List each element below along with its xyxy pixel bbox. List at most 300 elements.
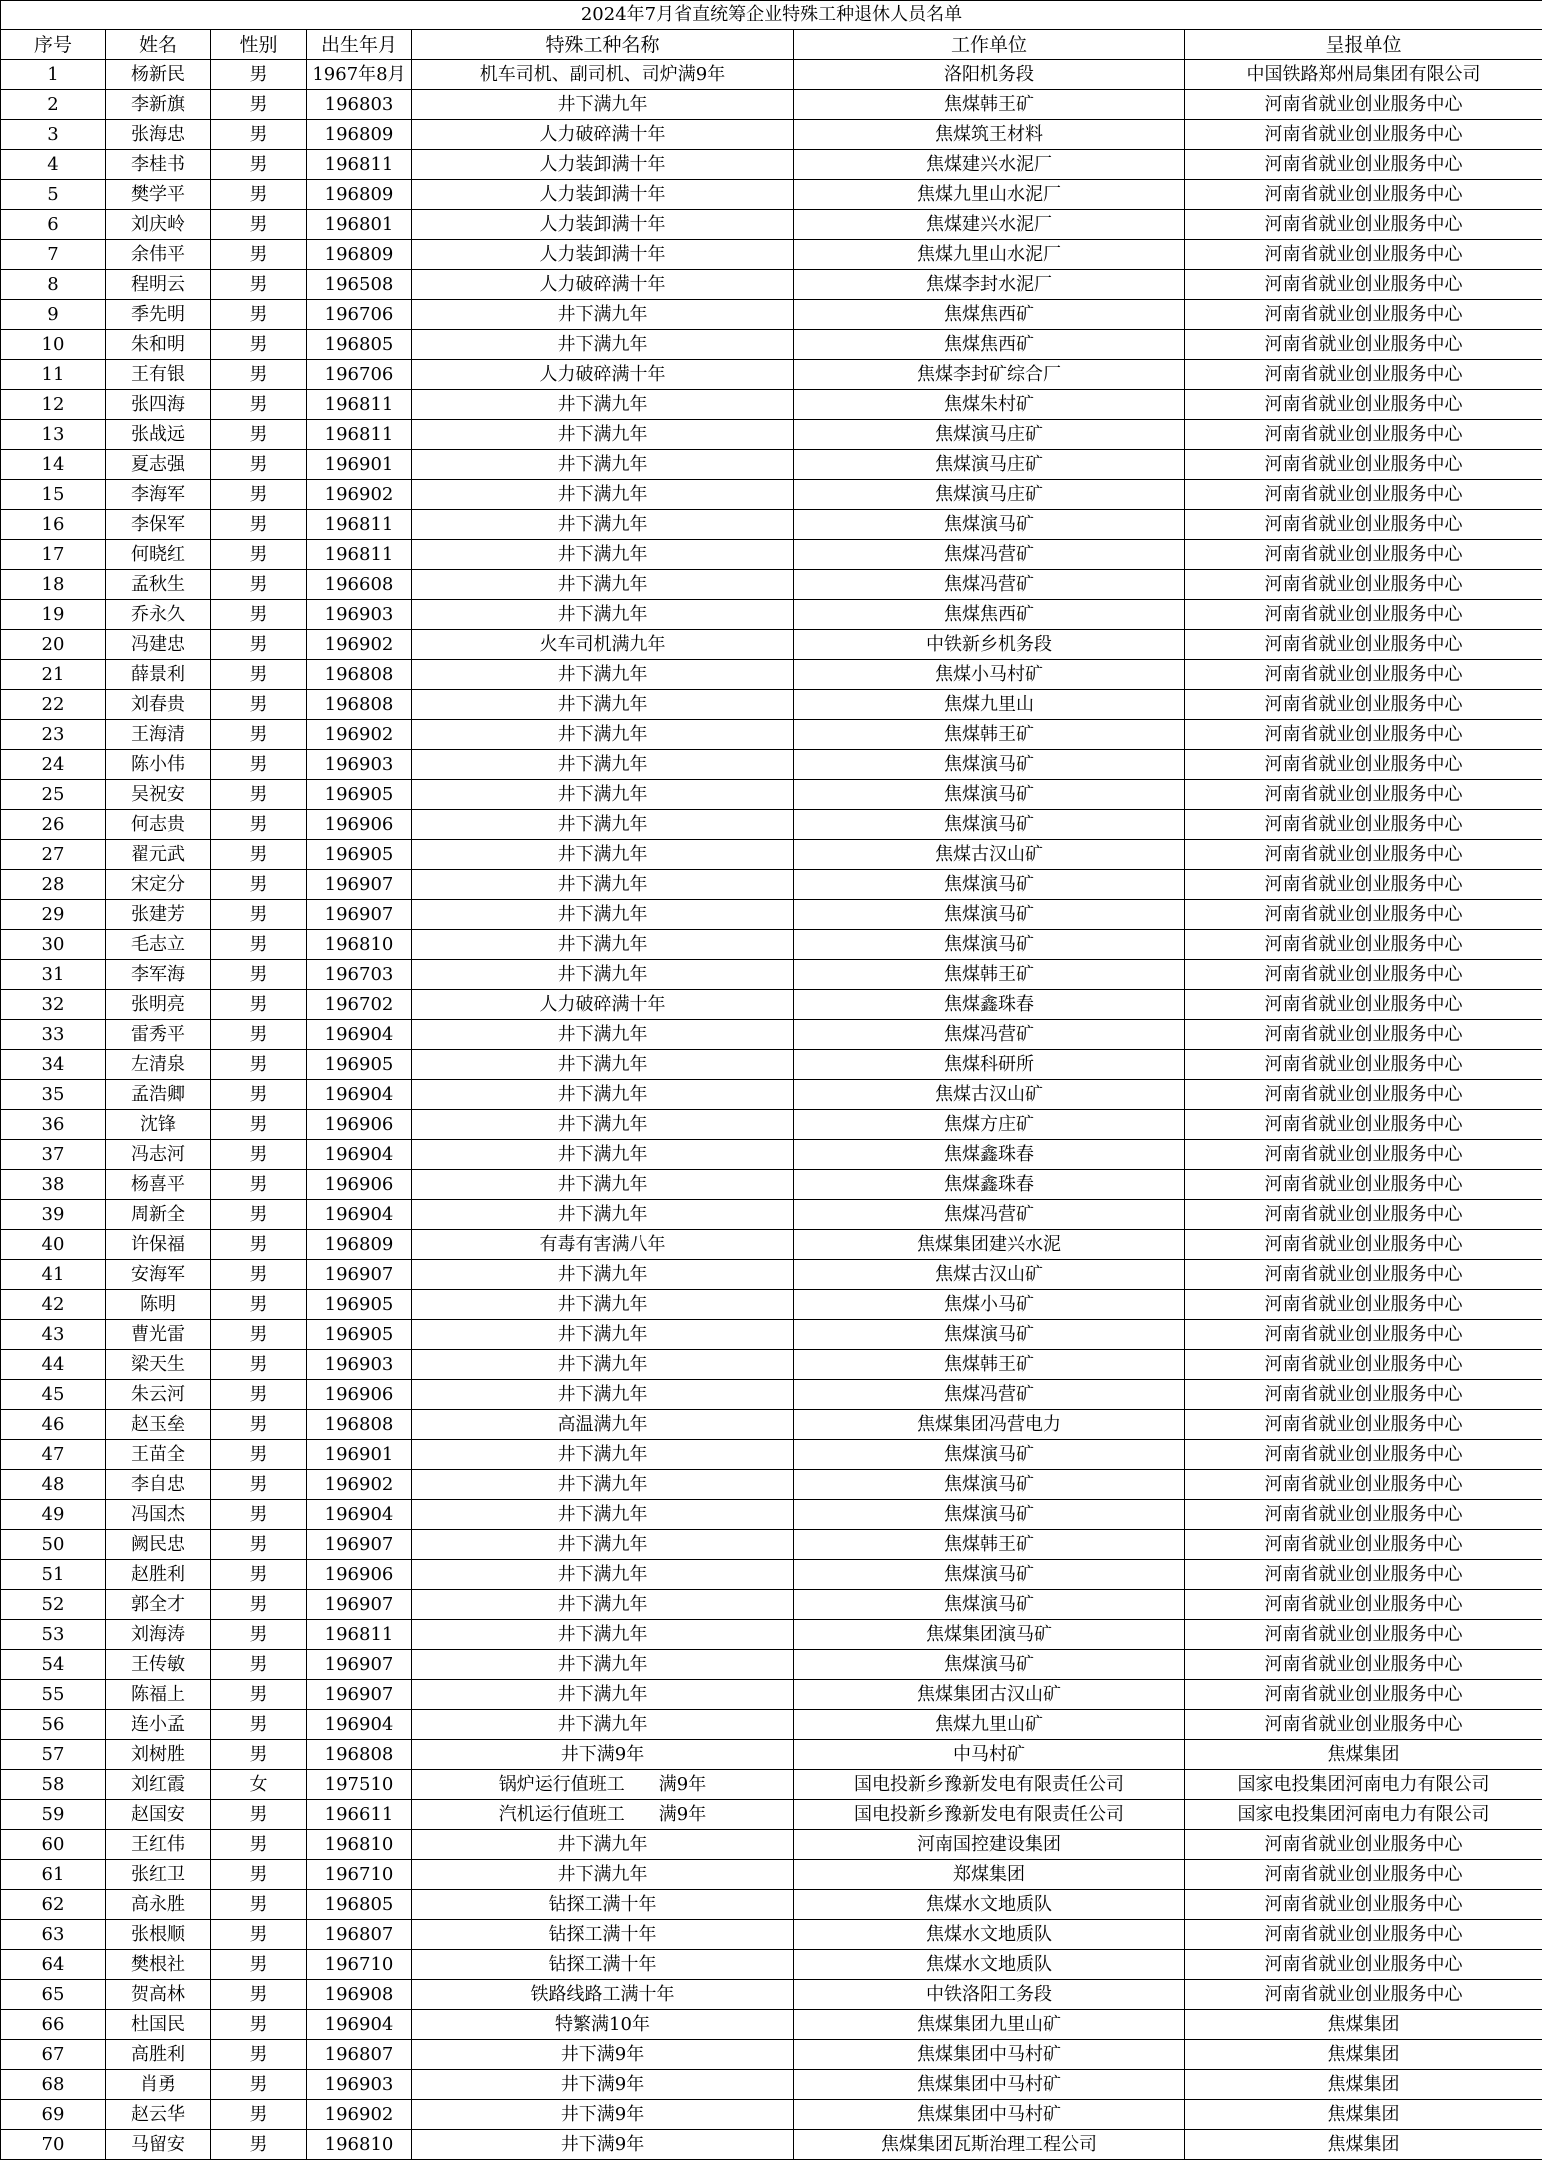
- table-row: [1, 2130, 1542, 2160]
- cell-work-unit: 焦煤焦西矿: [794, 300, 1185, 330]
- cell-birth: 196809: [307, 240, 412, 270]
- cell-name: 朱云河: [106, 1380, 211, 1410]
- cell-gender: 男: [211, 1620, 307, 1650]
- cell-name: 乔永久: [106, 600, 211, 630]
- cell-report-unit: 河南省就业创业服务中心: [1185, 660, 1542, 690]
- table-row: [1, 2070, 1542, 2100]
- cell-seq: 57: [1, 1740, 106, 1770]
- cell-report-unit: 河南省就业创业服务中心: [1185, 1590, 1542, 1620]
- table-row: [1, 1590, 1542, 1620]
- cell-birth: 196805: [307, 1890, 412, 1920]
- cell-gender: 男: [211, 930, 307, 960]
- cell-job-type: 井下满9年: [412, 2070, 794, 2100]
- cell-report-unit: 河南省就业创业服务中心: [1185, 1860, 1542, 1890]
- cell-job-type: 井下满九年: [412, 750, 794, 780]
- cell-name: 杨新民: [106, 60, 211, 90]
- header-job-type: 特殊工种名称: [412, 30, 794, 60]
- cell-birth: 196801: [307, 210, 412, 240]
- cell-work-unit: 焦煤鑫珠春: [794, 1170, 1185, 1200]
- cell-work-unit: 焦煤演马矿: [794, 1440, 1185, 1470]
- cell-job-type: 钻探工满十年: [412, 1950, 794, 1980]
- table-row: [1, 1770, 1542, 1800]
- cell-work-unit: 焦煤演马矿: [794, 1650, 1185, 1680]
- cell-work-unit: 焦煤集团中马村矿: [794, 2040, 1185, 2070]
- cell-name: 季先明: [106, 300, 211, 330]
- cell-gender: 男: [211, 1380, 307, 1410]
- cell-report-unit: 河南省就业创业服务中心: [1185, 1830, 1542, 1860]
- cell-gender: 男: [211, 1350, 307, 1380]
- cell-seq: 1: [1, 60, 106, 90]
- cell-job-type: 井下满九年: [412, 1530, 794, 1560]
- cell-job-type: 井下满九年: [412, 90, 794, 120]
- cell-work-unit: 焦煤冯营矿: [794, 540, 1185, 570]
- cell-report-unit: 河南省就业创业服务中心: [1185, 570, 1542, 600]
- cell-birth: 196907: [307, 1260, 412, 1290]
- cell-gender: 男: [211, 570, 307, 600]
- cell-name: 李保军: [106, 510, 211, 540]
- table-row: [1, 2040, 1542, 2070]
- cell-report-unit: 河南省就业创业服务中心: [1185, 1320, 1542, 1350]
- cell-birth: 196904: [307, 1500, 412, 1530]
- cell-birth: 196907: [307, 900, 412, 930]
- cell-seq: 5: [1, 180, 106, 210]
- cell-birth: 196904: [307, 1020, 412, 1050]
- cell-name: 张根顺: [106, 1920, 211, 1950]
- cell-seq: 51: [1, 1560, 106, 1590]
- cell-report-unit: 河南省就业创业服务中心: [1185, 1620, 1542, 1650]
- cell-work-unit: 焦煤集团古汉山矿: [794, 1680, 1185, 1710]
- cell-name: 连小孟: [106, 1710, 211, 1740]
- cell-job-type: 井下满九年: [412, 390, 794, 420]
- job-type-main: 锅炉运行值班工: [498, 1773, 625, 1795]
- cell-seq: 27: [1, 840, 106, 870]
- cell-seq: 60: [1, 1830, 106, 1860]
- table-row: [1, 1680, 1542, 1710]
- cell-gender: 男: [211, 90, 307, 120]
- cell-seq: 59: [1, 1800, 106, 1830]
- cell-gender: 男: [211, 540, 307, 570]
- table-row: [1, 510, 1542, 540]
- cell-seq: 68: [1, 2070, 106, 2100]
- cell-name: 雷秀平: [106, 1020, 211, 1050]
- cell-name: 李桂书: [106, 150, 211, 180]
- table-row: [1, 1260, 1542, 1290]
- cell-work-unit: 焦煤韩王矿: [794, 90, 1185, 120]
- table-row: [1, 1830, 1542, 1860]
- cell-work-unit: 焦煤演马庄矿: [794, 450, 1185, 480]
- cell-work-unit: 焦煤集团冯营电力: [794, 1410, 1185, 1440]
- cell-report-unit: 河南省就业创业服务中心: [1185, 210, 1542, 240]
- cell-birth: 196902: [307, 720, 412, 750]
- cell-gender: 男: [211, 1530, 307, 1560]
- cell-name: 刘春贵: [106, 690, 211, 720]
- cell-seq: 39: [1, 1200, 106, 1230]
- cell-name: 樊根社: [106, 1950, 211, 1980]
- cell-report-unit: 河南省就业创业服务中心: [1185, 420, 1542, 450]
- cell-job-type: 井下满九年: [412, 1470, 794, 1500]
- cell-seq: 66: [1, 2010, 106, 2040]
- cell-work-unit: 焦煤九里山: [794, 690, 1185, 720]
- table-row: [1, 270, 1542, 300]
- cell-gender: 男: [211, 1050, 307, 1080]
- cell-job-type: 井下满九年: [412, 1440, 794, 1470]
- cell-job-type: 人力装卸满十年: [412, 240, 794, 270]
- cell-work-unit: 焦煤九里山矿: [794, 1710, 1185, 1740]
- cell-job-type: 井下满九年: [412, 1110, 794, 1140]
- table-row: [1, 1440, 1542, 1470]
- cell-report-unit: 河南省就业创业服务中心: [1185, 1290, 1542, 1320]
- cell-job-type: 人力破碎满十年: [412, 360, 794, 390]
- cell-gender: 男: [211, 360, 307, 390]
- cell-report-unit: 河南省就业创业服务中心: [1185, 750, 1542, 780]
- table-row: [1, 1380, 1542, 1410]
- cell-seq: 24: [1, 750, 106, 780]
- cell-seq: 14: [1, 450, 106, 480]
- table-row: [1, 390, 1542, 420]
- cell-report-unit: 河南省就业创业服务中心: [1185, 840, 1542, 870]
- cell-work-unit: 焦煤演马矿: [794, 900, 1185, 930]
- cell-report-unit: 国家电投集团河南电力有限公司: [1185, 1800, 1542, 1830]
- table-row: [1, 1320, 1542, 1350]
- cell-name: 赵国安: [106, 1800, 211, 1830]
- cell-job-type: 井下满九年: [412, 1680, 794, 1710]
- cell-report-unit: 河南省就业创业服务中心: [1185, 1890, 1542, 1920]
- cell-name: 刘庆岭: [106, 210, 211, 240]
- cell-birth: 196902: [307, 1470, 412, 1500]
- cell-work-unit: 焦煤演马矿: [794, 1590, 1185, 1620]
- cell-job-type: 井下满九年: [412, 1650, 794, 1680]
- cell-job-type: 井下满九年: [412, 1020, 794, 1050]
- cell-name: 陈明: [106, 1290, 211, 1320]
- cell-job-type: 井下满九年: [412, 510, 794, 540]
- table-row: [1, 1500, 1542, 1530]
- cell-name: 高胜利: [106, 2040, 211, 2070]
- cell-seq: 36: [1, 1110, 106, 1140]
- cell-report-unit: 河南省就业创业服务中心: [1185, 1950, 1542, 1980]
- cell-seq: 28: [1, 870, 106, 900]
- cell-gender: 男: [211, 1140, 307, 1170]
- cell-gender: 男: [211, 1110, 307, 1140]
- cell-seq: 50: [1, 1530, 106, 1560]
- cell-gender: 男: [211, 1860, 307, 1890]
- table-row: [1, 1470, 1542, 1500]
- cell-report-unit: 河南省就业创业服务中心: [1185, 1470, 1542, 1500]
- cell-report-unit: 河南省就业创业服务中心: [1185, 900, 1542, 930]
- cell-birth: 196901: [307, 1440, 412, 1470]
- table-row: [1, 1740, 1542, 1770]
- cell-birth: 196809: [307, 180, 412, 210]
- table-body: [1, 1, 1542, 2160]
- cell-seq: 34: [1, 1050, 106, 1080]
- cell-birth: 196906: [307, 1560, 412, 1590]
- cell-work-unit: 国电投新乡豫新发电有限责任公司: [794, 1800, 1185, 1830]
- cell-gender: 男: [211, 690, 307, 720]
- table-row: [1, 210, 1542, 240]
- cell-report-unit: 河南省就业创业服务中心: [1185, 450, 1542, 480]
- table-row: [1, 960, 1542, 990]
- cell-report-unit: 国家电投集团河南电力有限公司: [1185, 1770, 1542, 1800]
- cell-gender: 男: [211, 270, 307, 300]
- cell-gender: 男: [211, 1830, 307, 1860]
- cell-birth: 196808: [307, 1740, 412, 1770]
- cell-work-unit: 焦煤冯营矿: [794, 1380, 1185, 1410]
- cell-seq: 9: [1, 300, 106, 330]
- table-row: [1, 1920, 1542, 1950]
- cell-work-unit: 焦煤筑王材料: [794, 120, 1185, 150]
- cell-work-unit: 焦煤韩王矿: [794, 960, 1185, 990]
- table-row: [1, 690, 1542, 720]
- cell-work-unit: 焦煤演马矿: [794, 750, 1185, 780]
- cell-report-unit: 河南省就业创业服务中心: [1185, 870, 1542, 900]
- cell-birth: 196807: [307, 1920, 412, 1950]
- cell-birth: 196905: [307, 840, 412, 870]
- cell-job-type: 钻探工满十年: [412, 1920, 794, 1950]
- cell-job-type: 井下满九年: [412, 1500, 794, 1530]
- cell-birth: 196901: [307, 450, 412, 480]
- cell-job-type: 人力装卸满十年: [412, 180, 794, 210]
- cell-birth: 196809: [307, 120, 412, 150]
- table-row: [1, 1860, 1542, 1890]
- cell-seq: 23: [1, 720, 106, 750]
- cell-birth: 196906: [307, 1380, 412, 1410]
- cell-work-unit: 焦煤集团九里山矿: [794, 2010, 1185, 2040]
- cell-seq: 48: [1, 1470, 106, 1500]
- cell-name: 王苗全: [106, 1440, 211, 1470]
- cell-name: 赵胜利: [106, 1560, 211, 1590]
- table-row: [1, 1950, 1542, 1980]
- cell-report-unit: 河南省就业创业服务中心: [1185, 1500, 1542, 1530]
- cell-gender: 男: [211, 2100, 307, 2130]
- cell-work-unit: 焦煤九里山水泥厂: [794, 180, 1185, 210]
- cell-name: 翟元武: [106, 840, 211, 870]
- header-work-unit: 工作单位: [794, 30, 1185, 60]
- cell-work-unit: 焦煤方庄矿: [794, 1110, 1185, 1140]
- cell-birth: 196809: [307, 1230, 412, 1260]
- cell-seq: 37: [1, 1140, 106, 1170]
- cell-job-type: 人力破碎满十年: [412, 270, 794, 300]
- cell-birth: 196608: [307, 570, 412, 600]
- cell-gender: 男: [211, 660, 307, 690]
- table-row: [1, 810, 1542, 840]
- cell-birth: 196902: [307, 480, 412, 510]
- cell-gender: 男: [211, 2130, 307, 2160]
- cell-report-unit: 河南省就业创业服务中心: [1185, 780, 1542, 810]
- table-row: [1, 570, 1542, 600]
- cell-seq: 13: [1, 420, 106, 450]
- cell-seq: 25: [1, 780, 106, 810]
- cell-seq: 12: [1, 390, 106, 420]
- cell-name: 赵玉垒: [106, 1410, 211, 1440]
- cell-birth: 196904: [307, 1200, 412, 1230]
- cell-report-unit: 河南省就业创业服务中心: [1185, 1440, 1542, 1470]
- cell-job-type: 井下满九年: [412, 450, 794, 480]
- cell-name: 何志贵: [106, 810, 211, 840]
- cell-name: 周新全: [106, 1200, 211, 1230]
- cell-job-type: 井下满九年: [412, 480, 794, 510]
- table-row: [1, 1350, 1542, 1380]
- cell-birth: 196905: [307, 780, 412, 810]
- cell-report-unit: 河南省就业创业服务中心: [1185, 630, 1542, 660]
- cell-birth: 196902: [307, 630, 412, 660]
- cell-seq: 44: [1, 1350, 106, 1380]
- cell-seq: 22: [1, 690, 106, 720]
- cell-birth: 197510: [307, 1770, 412, 1800]
- cell-name: 杨喜平: [106, 1170, 211, 1200]
- cell-job-type: 火车司机满九年: [412, 630, 794, 660]
- cell-job-type: 井下满九年: [412, 1200, 794, 1230]
- cell-work-unit: 焦煤古汉山矿: [794, 1080, 1185, 1110]
- cell-report-unit: 河南省就业创业服务中心: [1185, 1680, 1542, 1710]
- cell-work-unit: 焦煤水文地质队: [794, 1950, 1185, 1980]
- cell-job-type: 井下满九年: [412, 1560, 794, 1590]
- cell-name: 吴祝安: [106, 780, 211, 810]
- table-row: [1, 1980, 1542, 2010]
- table-row: [1, 330, 1542, 360]
- cell-name: 程明云: [106, 270, 211, 300]
- cell-report-unit: 河南省就业创业服务中心: [1185, 180, 1542, 210]
- table-row: [1, 750, 1542, 780]
- cell-name: 薛景利: [106, 660, 211, 690]
- cell-birth: 196905: [307, 1050, 412, 1080]
- cell-gender: 男: [211, 1740, 307, 1770]
- cell-work-unit: 焦煤演马矿: [794, 1470, 1185, 1500]
- cell-gender: 女: [211, 1770, 307, 1800]
- cell-gender: 男: [211, 780, 307, 810]
- cell-work-unit: 焦煤演马矿: [794, 870, 1185, 900]
- cell-seq: 30: [1, 930, 106, 960]
- cell-report-unit: 河南省就业创业服务中心: [1185, 360, 1542, 390]
- cell-gender: 男: [211, 2070, 307, 2100]
- cell-birth: 196904: [307, 2010, 412, 2040]
- cell-name: 陈福上: [106, 1680, 211, 1710]
- cell-seq: 17: [1, 540, 106, 570]
- cell-birth: 196903: [307, 750, 412, 780]
- cell-birth: 196902: [307, 2100, 412, 2130]
- cell-gender: 男: [211, 750, 307, 780]
- table-row: [1, 540, 1542, 570]
- cell-job-type: [412, 1800, 794, 1830]
- cell-work-unit: 焦煤冯营矿: [794, 570, 1185, 600]
- cell-seq: 33: [1, 1020, 106, 1050]
- cell-work-unit: 焦煤演马矿: [794, 810, 1185, 840]
- header-seq: 序号: [1, 30, 106, 60]
- cell-birth: 196906: [307, 1170, 412, 1200]
- table-title: 2024年7月省直统筹企业特殊工种退休人员名单: [1, 1, 1542, 30]
- cell-birth: 196808: [307, 660, 412, 690]
- cell-work-unit: 焦煤集团中马村矿: [794, 2070, 1185, 2100]
- cell-gender: 男: [211, 1440, 307, 1470]
- cell-gender: 男: [211, 1320, 307, 1350]
- cell-work-unit: 焦煤演马矿: [794, 510, 1185, 540]
- cell-report-unit: 河南省就业创业服务中心: [1185, 1140, 1542, 1170]
- cell-name: 李新旗: [106, 90, 211, 120]
- cell-gender: 男: [211, 870, 307, 900]
- cell-work-unit: 焦煤李封矿综合厂: [794, 360, 1185, 390]
- cell-name: 刘树胜: [106, 1740, 211, 1770]
- cell-work-unit: 焦煤水文地质队: [794, 1890, 1185, 1920]
- cell-name: 高永胜: [106, 1890, 211, 1920]
- cell-name: 夏志强: [106, 450, 211, 480]
- cell-work-unit: 焦煤演马矿: [794, 1320, 1185, 1350]
- cell-job-type: [412, 1770, 794, 1800]
- cell-gender: 男: [211, 300, 307, 330]
- table-row: [1, 300, 1542, 330]
- cell-birth: 196905: [307, 1290, 412, 1320]
- cell-job-type: 井下满9年: [412, 1740, 794, 1770]
- cell-work-unit: 焦煤演马矿: [794, 1560, 1185, 1590]
- cell-birth: 196811: [307, 420, 412, 450]
- cell-work-unit: 洛阳机务段: [794, 60, 1185, 90]
- cell-report-unit: 河南省就业创业服务中心: [1185, 600, 1542, 630]
- cell-job-type: 井下满九年: [412, 1710, 794, 1740]
- cell-seq: 45: [1, 1380, 106, 1410]
- cell-job-type: 井下满九年: [412, 870, 794, 900]
- cell-gender: 男: [211, 1080, 307, 1110]
- cell-birth: 196710: [307, 1860, 412, 1890]
- cell-birth: 196702: [307, 990, 412, 1020]
- table-row: [1, 1050, 1542, 1080]
- cell-work-unit: 焦煤朱村矿: [794, 390, 1185, 420]
- cell-seq: 29: [1, 900, 106, 930]
- header-gender: 性别: [211, 30, 307, 60]
- cell-name: 樊学平: [106, 180, 211, 210]
- cell-seq: 47: [1, 1440, 106, 1470]
- cell-job-type: 井下满九年: [412, 900, 794, 930]
- cell-report-unit: 河南省就业创业服务中心: [1185, 1110, 1542, 1140]
- cell-work-unit: 焦煤焦西矿: [794, 600, 1185, 630]
- cell-report-unit: 河南省就业创业服务中心: [1185, 1230, 1542, 1260]
- table-row: [1, 120, 1542, 150]
- cell-report-unit: 河南省就业创业服务中心: [1185, 120, 1542, 150]
- cell-report-unit: 焦煤集团: [1185, 2040, 1542, 2070]
- cell-name: 沈锋: [106, 1110, 211, 1140]
- cell-job-type: 井下满九年: [412, 720, 794, 750]
- cell-seq: 8: [1, 270, 106, 300]
- cell-birth: 196710: [307, 1950, 412, 1980]
- cell-work-unit: 焦煤集团建兴水泥: [794, 1230, 1185, 1260]
- cell-job-type: 井下满九年: [412, 1050, 794, 1080]
- table-row: [1, 1650, 1542, 1680]
- cell-seq: 21: [1, 660, 106, 690]
- cell-report-unit: 河南省就业创业服务中心: [1185, 300, 1542, 330]
- table-row: [1, 1530, 1542, 1560]
- cell-work-unit: 焦煤演马矿: [794, 930, 1185, 960]
- cell-gender: 男: [211, 1890, 307, 1920]
- cell-birth: 196907: [307, 1680, 412, 1710]
- cell-report-unit: 河南省就业创业服务中心: [1185, 810, 1542, 840]
- cell-birth: 196703: [307, 960, 412, 990]
- cell-work-unit: 焦煤水文地质队: [794, 1920, 1185, 1950]
- cell-gender: 男: [211, 2010, 307, 2040]
- cell-name: 安海军: [106, 1260, 211, 1290]
- cell-gender: 男: [211, 1230, 307, 1260]
- cell-birth: 196810: [307, 2130, 412, 2160]
- cell-work-unit: 焦煤李封水泥厂: [794, 270, 1185, 300]
- cell-name: 张四海: [106, 390, 211, 420]
- cell-work-unit: 焦煤韩王矿: [794, 1530, 1185, 1560]
- cell-work-unit: 焦煤小马村矿: [794, 660, 1185, 690]
- table-row: [1, 1140, 1542, 1170]
- cell-birth: 196908: [307, 1980, 412, 2010]
- cell-seq: 31: [1, 960, 106, 990]
- cell-job-type: 井下满九年: [412, 600, 794, 630]
- table-row: [1, 60, 1542, 90]
- cell-gender: 男: [211, 1800, 307, 1830]
- cell-name: 刘海涛: [106, 1620, 211, 1650]
- cell-gender: 男: [211, 1650, 307, 1680]
- cell-job-type: 井下满九年: [412, 1290, 794, 1320]
- cell-report-unit: 河南省就业创业服务中心: [1185, 90, 1542, 120]
